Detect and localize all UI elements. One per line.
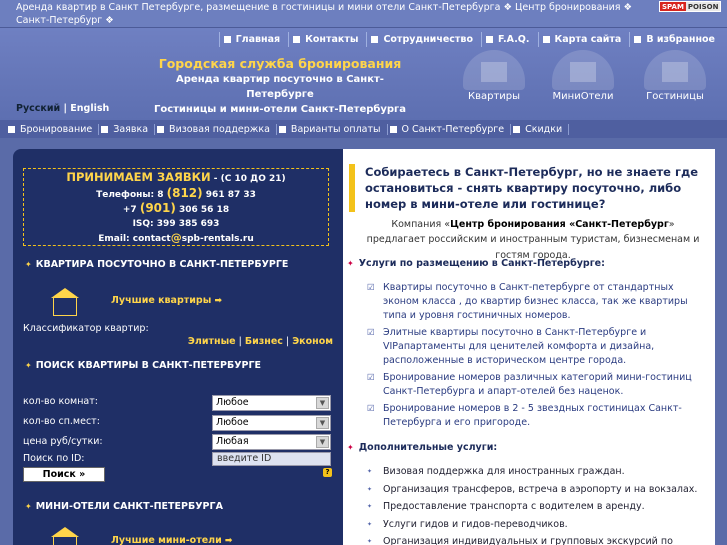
section-apartments-heading[interactable]: ✦ КВАРТИРА ПОСУТОЧНО В САНКТ-ПЕТЕРБУРГЕ xyxy=(25,259,288,270)
lang-english[interactable]: English xyxy=(70,103,110,114)
brand-line2: Гостиницы и мини-отели Санкт-Петербурга xyxy=(153,104,407,115)
list-item[interactable]: ☑ Бронирование номеров в 2 - 5 звездных гостиницах Санкт-Петербурга и его пригороде. xyxy=(367,402,711,430)
price-label: цена руб/сутки: xyxy=(23,436,103,447)
subnav-visa[interactable]: Визовая поддержка xyxy=(155,124,277,135)
subnav-booking[interactable]: Бронирование xyxy=(6,124,99,135)
list-item: ✦ Организация трансферов, встреча в аэропорту и на вокзалах. xyxy=(367,483,711,497)
brand-line1: Аренда квартир посуточно в Санкт-Петербурге xyxy=(176,74,384,100)
help-icon[interactable]: ? xyxy=(323,468,332,477)
page-title: Собираетесь в Санкт-Петербург, но не знаете где остановиться - снять квартиру посуточно, либо номер в мини-отеле или гостинице? xyxy=(349,164,709,212)
category-hotels[interactable] xyxy=(640,50,710,102)
intro-text: Компания «Центр бронирования «Санкт-Петербург» предлагает российским и иностранным туристам, бизнесменам и гостям города. xyxy=(366,219,700,261)
requests-title: ПРИНИМАЕМ ЗАЯВКИ - (С 10 ДО 21) xyxy=(66,170,286,184)
chevron-down-icon: ▼ xyxy=(316,397,329,409)
list-item: ✦ Визовая поддержка для иностранных граждан. xyxy=(367,465,711,479)
list-item: ✦ Услуги гидов и гидов-переводчиков. xyxy=(367,518,711,532)
top-navigation xyxy=(219,32,721,47)
nav-favorites[interactable]: В избранное xyxy=(629,32,721,47)
link-econom[interactable]: Эконом xyxy=(292,336,333,347)
nav-faq[interactable]: F.A.Q. xyxy=(481,32,536,47)
category-minihotels[interactable] xyxy=(548,50,618,102)
phone-1: Телефоны: 8 (812) 961 87 33 xyxy=(96,185,256,200)
brand-title: Городская служба бронирования xyxy=(158,56,402,71)
section-search-heading: ✦ ПОИСК КВАРТИРЫ В САНКТ-ПЕТЕРБУРГЕ xyxy=(25,360,261,371)
category-label: Квартиры xyxy=(467,91,521,102)
extra-services-heading: ✦ Дополнительные услуги: xyxy=(347,442,497,453)
subnav-about-spb[interactable]: О Санкт-Петербурге xyxy=(388,124,512,135)
isq-number: ISQ: 399 385 693 xyxy=(132,218,220,229)
rooms-select[interactable]: Любое ▼ xyxy=(212,395,331,411)
subnav-discounts[interactable]: Скидки xyxy=(511,124,569,135)
secondary-navigation xyxy=(0,120,727,138)
top-banner xyxy=(0,0,727,28)
price-select[interactable]: Любая ▼ xyxy=(212,434,331,450)
nav-cooperation[interactable]: Сотрудничество xyxy=(366,32,479,47)
search-button[interactable]: Поиск » xyxy=(23,467,105,482)
subnav-request[interactable]: Заявка xyxy=(99,124,155,135)
extra-services-list xyxy=(367,465,711,545)
beds-label: кол-во сп.мест: xyxy=(23,416,100,427)
category-apartments[interactable] xyxy=(459,50,529,102)
badge-spam: SPAM xyxy=(662,3,684,11)
list-item: ✦ Предоставление транспорта с водителем в аренду. xyxy=(367,500,711,514)
list-item[interactable]: ☑ Элитные квартиры посуточно в Санкт-Петербурге и VIPапартаменты для ценителей комфорта и дизайна, расположенные в историческом центре города. xyxy=(367,326,711,368)
category-label: МиниОтели xyxy=(552,91,614,102)
lang-russian[interactable]: Русский xyxy=(16,103,61,114)
lang-separator: | xyxy=(63,103,67,114)
list-item[interactable]: ☑ Бронирование номеров различных категорий мини-гостиниц Санкт-Петербурга и апарт-отелей без наценок. xyxy=(367,371,711,399)
chevron-down-icon: ▼ xyxy=(316,417,329,429)
left-sidebar xyxy=(13,149,343,545)
list-item: ✦ Организация индивидуальных и групповых экскурсий по xyxy=(367,535,711,545)
nav-contacts[interactable]: Контакты xyxy=(288,32,364,47)
subnav-payment[interactable]: Варианты оплаты xyxy=(277,124,388,135)
apartments-icon xyxy=(463,50,525,90)
link-business[interactable]: Бизнес xyxy=(244,336,283,347)
spam-poison-badge[interactable] xyxy=(659,1,721,12)
classifier-label: Классификатор квартир: xyxy=(23,323,149,334)
id-search-input[interactable]: введите ID xyxy=(212,452,331,466)
link-elite[interactable]: Элитные xyxy=(187,336,236,347)
chevron-down-icon: ▼ xyxy=(316,436,329,448)
house-icon xyxy=(53,298,77,316)
services-heading: ✦ Услуги по размещению в Санкт-Петербурге: xyxy=(347,258,605,269)
language-switch xyxy=(16,102,109,115)
email[interactable]: Email: contact@spb-rentals.ru xyxy=(98,231,254,245)
best-apartments-link[interactable]: Лучшие квартиры ➡ xyxy=(111,295,222,306)
house-icon xyxy=(53,537,77,545)
list-item[interactable]: ☑ Квартиры посуточно в Санкт-петербурге от стандартных эконом класса , до квартир бизнес класса, так же квартиры типа и уровня гостиничных номеров. xyxy=(367,281,711,323)
category-label: Гостиницы xyxy=(646,91,704,102)
badge-poison: POISON xyxy=(687,3,719,11)
services-list xyxy=(367,281,711,433)
hotel-icon xyxy=(644,50,706,90)
classifier-links: Элитные | Бизнес | Эконом xyxy=(187,336,333,347)
best-minihotels-link[interactable]: Лучшие мини-отели ➡ xyxy=(111,535,232,545)
requests-box xyxy=(23,168,329,246)
brand-block xyxy=(150,56,410,117)
top-banner-text: Аренда квартир в Санкт Петербурге, размещение в гостиницы и мини отели Санкт-Петербурга ❖ Центр бронирования ❖ Санкт-Петербург ❖ xyxy=(16,2,633,26)
main-content xyxy=(343,149,715,545)
minihotel-icon xyxy=(552,50,614,90)
section-minihotels-heading[interactable]: ✦ МИНИ-ОТЕЛИ САНКТ-ПЕТЕРБУРГА xyxy=(25,501,223,512)
beds-select[interactable]: Любое ▼ xyxy=(212,415,331,431)
rooms-label: кол-во комнат: xyxy=(23,396,98,407)
nav-sitemap[interactable]: Карта сайта xyxy=(538,32,628,47)
nav-home[interactable]: Главная xyxy=(219,32,287,47)
phone-2: +7 (901) 306 56 18 xyxy=(122,201,230,216)
id-label: Поиск по ID: xyxy=(23,453,85,464)
